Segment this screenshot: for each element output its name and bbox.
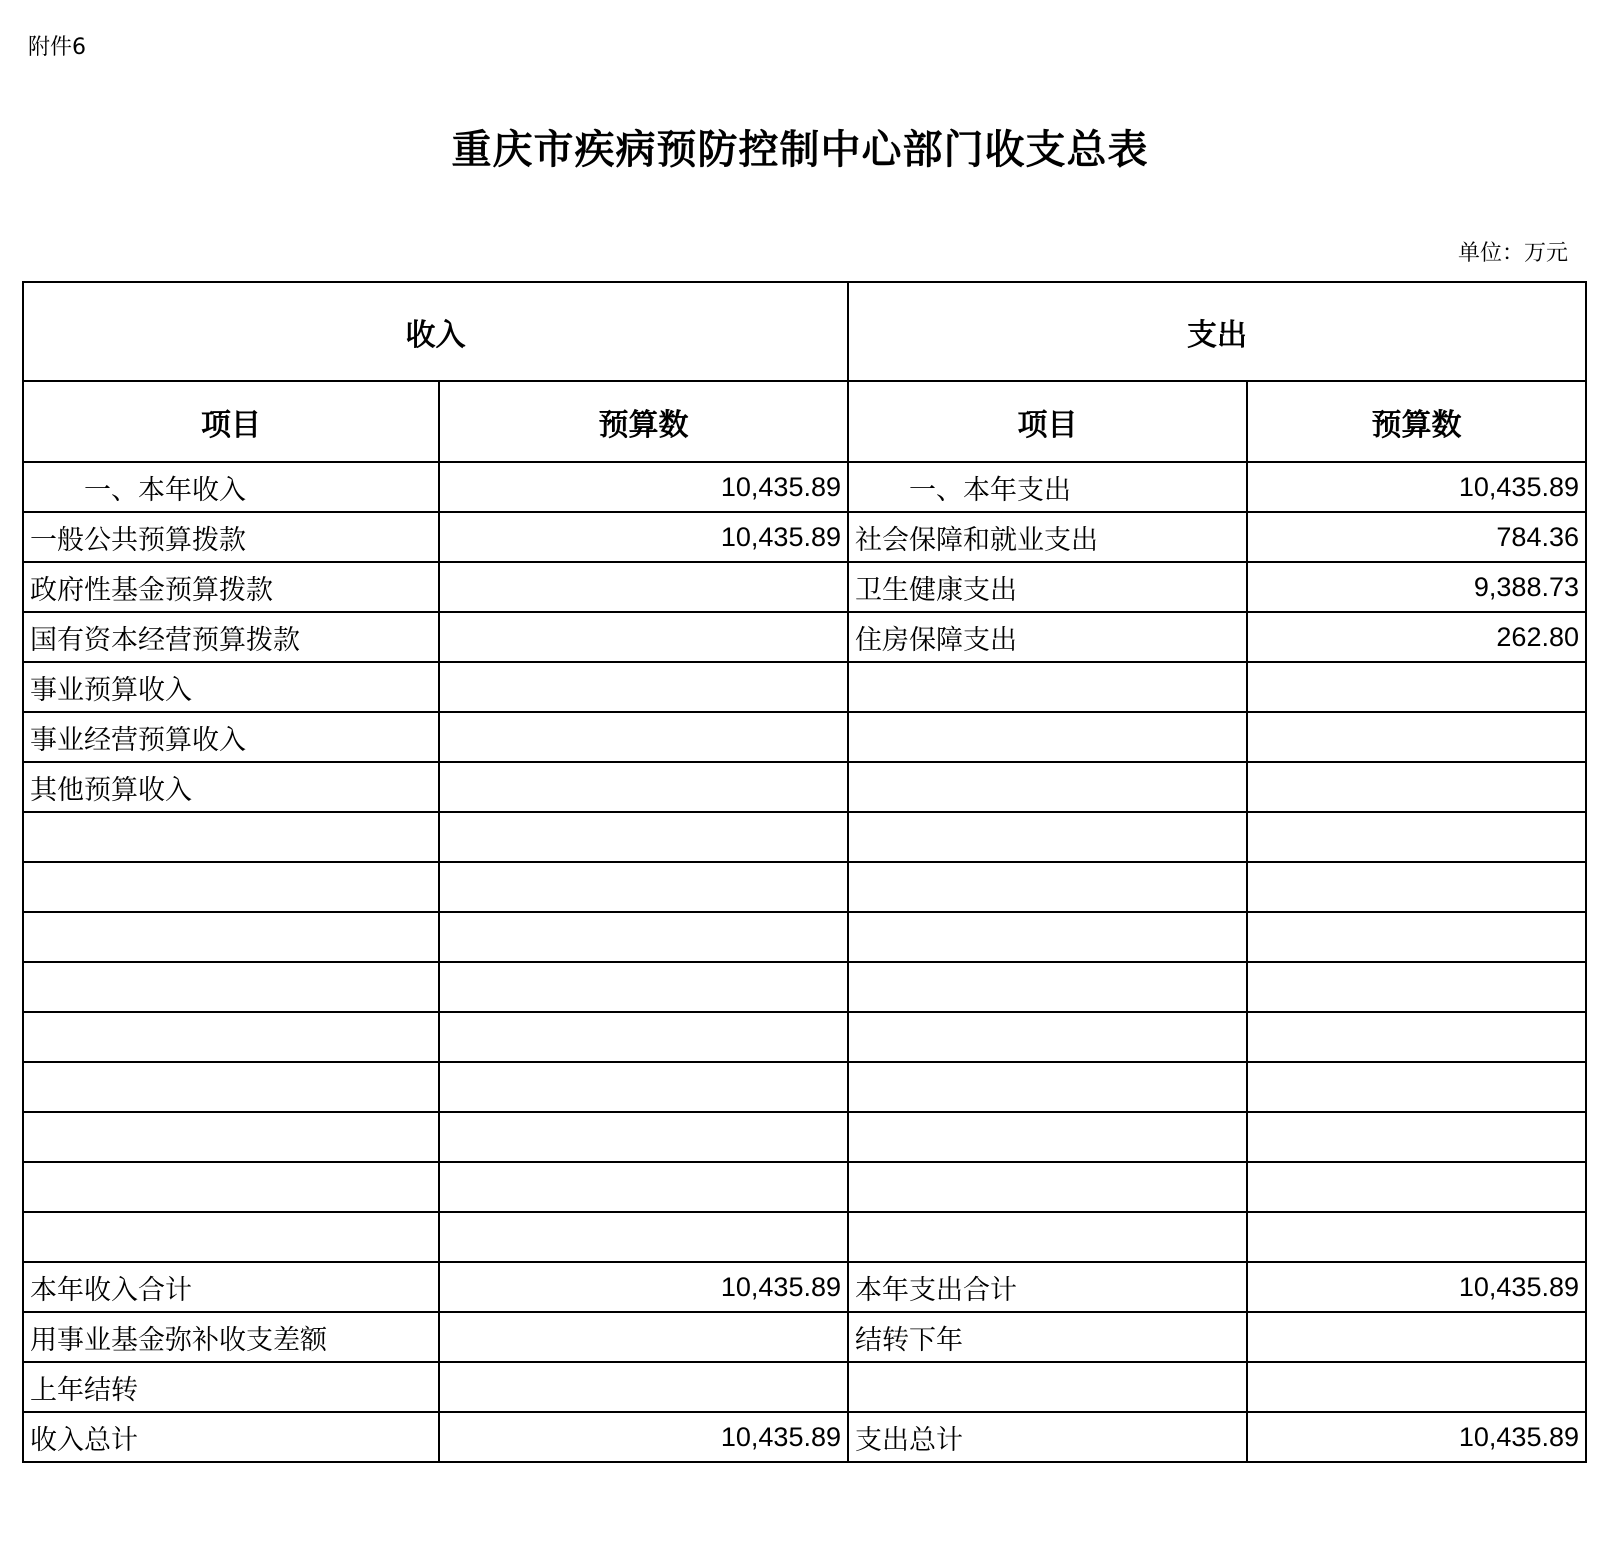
income-amount-cell <box>439 912 848 962</box>
income-amount-cell <box>439 612 848 662</box>
table-row <box>23 862 1586 912</box>
income-item-cell: 收入总计 <box>23 1412 439 1462</box>
expense-amount-cell <box>1247 962 1586 1012</box>
table-row <box>23 1362 1586 1412</box>
table-row <box>23 462 1586 512</box>
expense-section-header: 支出 <box>848 282 1586 381</box>
table-row <box>23 1262 1586 1312</box>
income-item-cell <box>23 1012 439 1062</box>
income-amount-cell <box>439 762 848 812</box>
expense-item-cell: 结转下年 <box>848 1312 1247 1362</box>
expense-item-header: 项目 <box>848 381 1247 462</box>
income-budget-header: 预算数 <box>439 381 848 462</box>
expense-item-cell <box>848 712 1247 762</box>
attachment-label: 附件6 <box>28 35 86 60</box>
income-item-cell: 本年收入合计 <box>23 1262 439 1312</box>
expense-amount-cell: 10,435.89 <box>1247 1262 1586 1312</box>
expense-item-cell: 本年支出合计 <box>848 1262 1247 1312</box>
expense-amount-cell <box>1247 1362 1586 1412</box>
table-row <box>23 512 1586 562</box>
table-row <box>23 1312 1586 1362</box>
expense-amount-cell <box>1247 1062 1586 1112</box>
income-item-cell <box>23 862 439 912</box>
expense-item-cell <box>848 1212 1247 1262</box>
table-row <box>23 812 1586 862</box>
income-amount-cell <box>439 1062 848 1112</box>
income-item-cell: 政府性基金预算拨款 <box>23 562 439 612</box>
expense-item-cell <box>848 1362 1247 1412</box>
expense-item-cell <box>848 1162 1247 1212</box>
expense-item-cell: 一、本年支出 <box>848 462 1247 512</box>
expense-amount-cell <box>1247 1112 1586 1162</box>
income-amount-cell <box>439 862 848 912</box>
income-amount-cell <box>439 1162 848 1212</box>
income-amount-cell <box>439 1362 848 1412</box>
income-amount-cell: 10,435.89 <box>439 1262 848 1312</box>
page-title: 重庆市疾病预防控制中心部门收支总表 <box>451 127 1149 173</box>
expense-amount-cell <box>1247 662 1586 712</box>
table-row <box>23 962 1586 1012</box>
expense-item-cell <box>848 1062 1247 1112</box>
income-amount-cell <box>439 1312 848 1362</box>
income-amount-cell: 10,435.89 <box>439 1412 848 1462</box>
income-item-cell: 一、本年收入 <box>23 462 439 512</box>
table-row <box>23 1062 1586 1112</box>
income-item-cell <box>23 812 439 862</box>
income-amount-cell: 10,435.89 <box>439 512 848 562</box>
income-amount-cell <box>439 562 848 612</box>
expense-item-cell <box>848 1012 1247 1062</box>
income-amount-cell <box>439 812 848 862</box>
expense-amount-cell <box>1247 812 1586 862</box>
expense-item-cell: 社会保障和就业支出 <box>848 512 1247 562</box>
income-section-header: 收入 <box>23 282 848 381</box>
table-row <box>23 1212 1586 1262</box>
table-row <box>23 1112 1586 1162</box>
table-row <box>23 912 1586 962</box>
unit-label: 单位：万元 <box>1457 241 1568 266</box>
expense-amount-cell <box>1247 1312 1586 1362</box>
income-amount-cell <box>439 962 848 1012</box>
expense-item-cell <box>848 812 1247 862</box>
income-item-cell <box>23 1212 439 1262</box>
expense-item-cell <box>848 1112 1247 1162</box>
income-amount-cell <box>439 662 848 712</box>
expense-item-cell <box>848 862 1247 912</box>
table-row <box>23 562 1586 612</box>
income-amount-cell: 10,435.89 <box>439 462 848 512</box>
expense-amount-cell <box>1247 1012 1586 1062</box>
table-row <box>23 1012 1586 1062</box>
income-amount-cell <box>439 712 848 762</box>
table-row <box>23 712 1586 762</box>
expense-amount-cell <box>1247 712 1586 762</box>
table-row <box>23 762 1586 812</box>
table-row <box>23 662 1586 712</box>
income-item-cell <box>23 1162 439 1212</box>
expense-item-cell: 支出总计 <box>848 1412 1247 1462</box>
income-amount-cell <box>439 1212 848 1262</box>
expense-amount-cell <box>1247 862 1586 912</box>
expense-item-cell <box>848 962 1247 1012</box>
expense-item-cell: 卫生健康支出 <box>848 562 1247 612</box>
expense-amount-cell: 10,435.89 <box>1247 1412 1586 1462</box>
expense-amount-cell <box>1247 762 1586 812</box>
column-header-row <box>23 381 1586 462</box>
income-item-cell <box>23 1112 439 1162</box>
section-header-row <box>23 282 1586 381</box>
expense-item-cell: 住房保障支出 <box>848 612 1247 662</box>
table-row <box>23 1412 1586 1462</box>
income-item-cell <box>23 1062 439 1112</box>
table-row <box>23 1162 1586 1212</box>
income-item-cell: 事业经营预算收入 <box>23 712 439 762</box>
income-amount-cell <box>439 1112 848 1162</box>
table-row <box>23 612 1586 662</box>
income-item-cell <box>23 962 439 1012</box>
budget-table <box>22 281 1587 1463</box>
expense-amount-cell: 10,435.89 <box>1247 462 1586 512</box>
expense-amount-cell: 9,388.73 <box>1247 562 1586 612</box>
expense-item-cell <box>848 662 1247 712</box>
expense-amount-cell <box>1247 912 1586 962</box>
income-amount-cell <box>439 1012 848 1062</box>
expense-amount-cell: 262.80 <box>1247 612 1586 662</box>
income-item-cell: 事业预算收入 <box>23 662 439 712</box>
income-item-cell: 国有资本经营预算拨款 <box>23 612 439 662</box>
expense-amount-cell: 784.36 <box>1247 512 1586 562</box>
income-item-cell: 一般公共预算拨款 <box>23 512 439 562</box>
income-item-cell: 上年结转 <box>23 1362 439 1412</box>
expense-budget-header: 预算数 <box>1247 381 1586 462</box>
income-item-header: 项目 <box>23 381 439 462</box>
income-item-cell: 其他预算收入 <box>23 762 439 812</box>
expense-amount-cell <box>1247 1162 1586 1212</box>
expense-item-cell <box>848 762 1247 812</box>
income-item-cell: 用事业基金弥补收支差额 <box>23 1312 439 1362</box>
expense-amount-cell <box>1247 1212 1586 1262</box>
expense-item-cell <box>848 912 1247 962</box>
income-item-cell <box>23 912 439 962</box>
